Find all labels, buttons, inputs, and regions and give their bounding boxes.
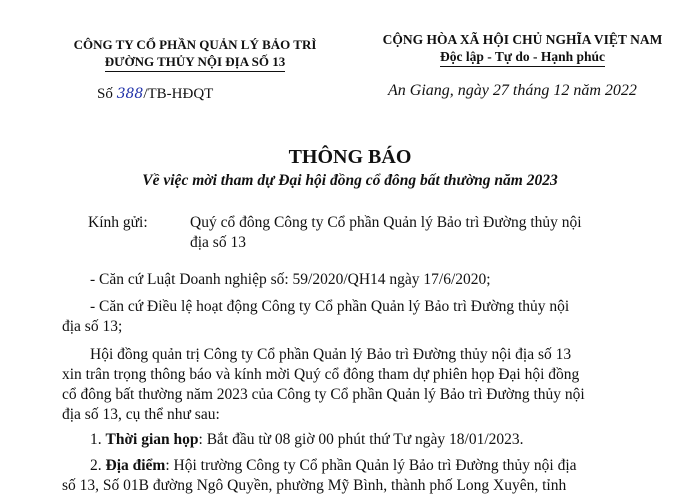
item-time-label: Thời gian họp bbox=[105, 431, 199, 448]
recipient-label: Kính gửi: bbox=[88, 214, 148, 231]
item-location-text: : Hội trường Công ty Cổ phần Quản lý Bảo trì Đường thủy nội địa bbox=[165, 457, 577, 474]
item-time bbox=[90, 430, 524, 450]
national-title: CỘNG HÒA XÃ HỘI CHỦ NGHĨA VIỆT NAM bbox=[382, 32, 663, 47]
item-time-text: : Bắt đầu từ 08 giờ 00 phút thứ Tư ngày 18/01/2023. bbox=[198, 431, 524, 448]
notice-subject: Về việc mời tham dự Đại hội đồng cổ đông bất thường năm 2023 bbox=[142, 172, 558, 189]
item-time-number: 1. bbox=[90, 431, 102, 448]
document-number bbox=[97, 84, 213, 104]
intro-line-3: cổ đông bất thường năm 2023 của Công ty Cổ phần Quản lý Bảo trì Đường thủy nội bbox=[62, 386, 585, 403]
doc-number-prefix: Số bbox=[97, 86, 113, 102]
item-location-label: Địa điểm bbox=[105, 457, 166, 474]
place-date: An Giang, ngày 27 tháng 12 năm 2022 bbox=[388, 82, 637, 99]
intro-line-1: Hội đồng quản trị Công ty Cổ phần Quản lý Bảo trì Đường thủy nội địa số 13 bbox=[90, 346, 572, 363]
basis-item-2-cont: địa số 13; bbox=[62, 318, 123, 335]
doc-number-suffix: /TB-HĐQT bbox=[143, 86, 214, 102]
basis-item-2: - Căn cứ Điều lệ hoạt động Công ty Cổ phần Quản lý Bảo trì Đường thủy nội bbox=[90, 298, 570, 315]
doc-number-handwritten: 388 bbox=[116, 86, 144, 102]
company-name-line2: ĐƯỜNG THỦY NỘI ĐỊA SỐ 13 bbox=[105, 53, 285, 72]
intro-line-2: xin trân trọng thông báo và kính mời Quý cổ đông tham dự phiên họp Đại hội đồng bbox=[62, 366, 580, 383]
national-motto: Độc lập - Tự do - Hạnh phúc bbox=[440, 48, 605, 67]
company-name bbox=[30, 36, 360, 72]
intro-line-4: địa số 13, cụ thể như sau: bbox=[62, 406, 220, 423]
recipient-line2: địa số 13 bbox=[190, 234, 246, 251]
notice-title: THÔNG BÁO bbox=[288, 146, 412, 168]
national-header bbox=[350, 31, 695, 67]
recipient-line1: Quý cổ đông Công ty Cổ phần Quản lý Bảo trì Đường thủy nội bbox=[190, 214, 582, 231]
item-location-cont: số 13, Số 01B đường Ngô Quyền, phường Mỹ Bình, thành phố Long Xuyên, tỉnh bbox=[62, 477, 567, 494]
basis-item-1: - Căn cứ Luật Doanh nghiệp số: 59/2020/QH14 ngày 17/6/2020; bbox=[90, 271, 491, 288]
item-location bbox=[90, 456, 577, 476]
item-location-number: 2. bbox=[90, 457, 102, 474]
company-name-line1: CÔNG TY CỔ PHẦN QUẢN LÝ BẢO TRÌ bbox=[73, 37, 317, 52]
